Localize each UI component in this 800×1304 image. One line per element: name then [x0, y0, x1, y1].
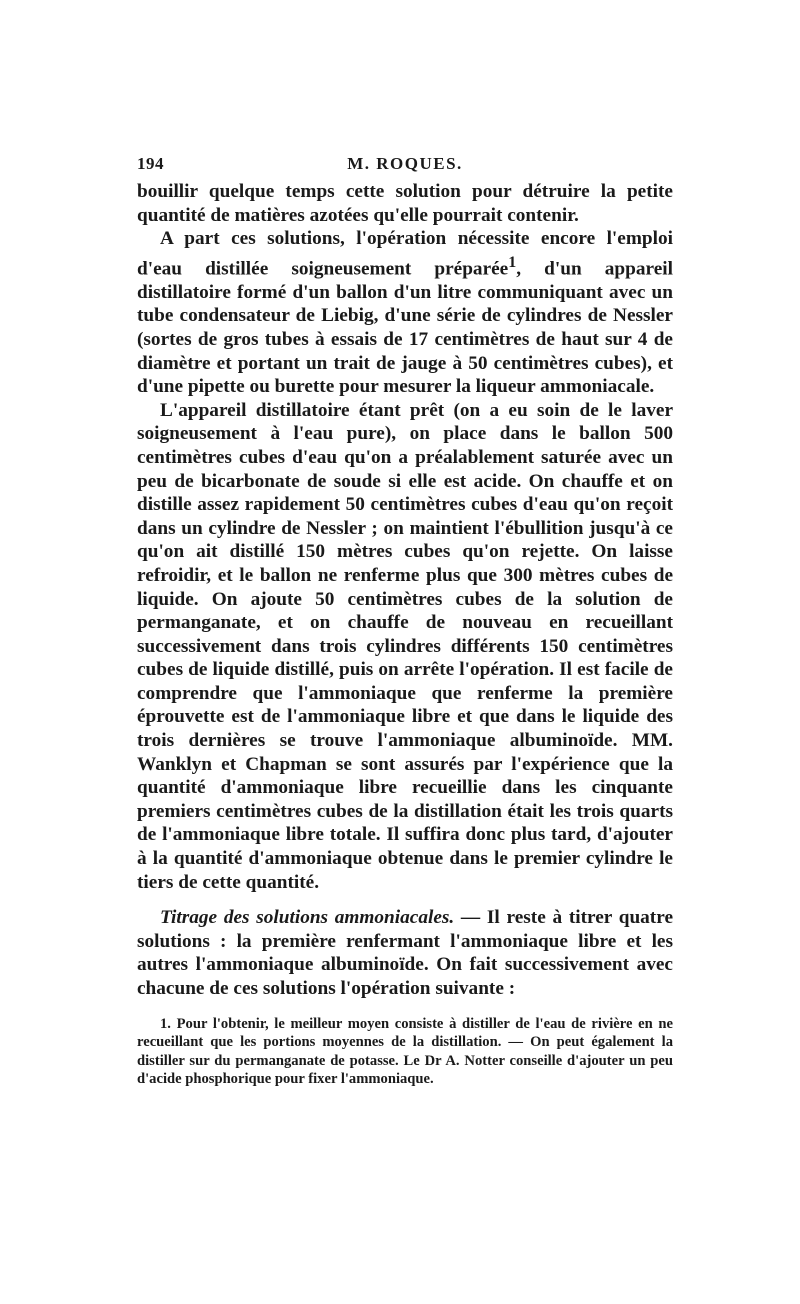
footnote-separator	[137, 1001, 673, 1015]
paragraph-titration	[137, 906, 673, 1000]
footnote-reference: 1	[508, 253, 517, 271]
page-number: 194	[137, 154, 164, 173]
footnote	[137, 1015, 673, 1089]
paragraph-distillation: L'appareil distillatoire étant prêt (on a eu soin de le laver soigneusement à l'eau pure), on place dans le ballon 500 centimètres cubes d'eau qu'on a préalablement saturée avec un peu de bicarbonate de soude si elle est acide. On chauffe et on distille assez rapidement 50 centimètres cubes d'eau qu'on reçoit dans un cylindre de Nessler ; on maintient l'ébullition jusqu'à ce qu'on ait distillé 150 mètres cubes qu'on rejette. On laisse refroidir, et le ballon ne renferme plus que 300 mètres cubes de liquide. On ajoute 50 centimètres cubes de la solution de permanganate, et on chauffe de nouveau en recueillant successivement dans trois cylindres différents 150 centimètres cubes de liquide distillé, puis on arrête l'opération. Il est facile de comprendre que l'ammoniaque que renferme la première éprouvette est de l'ammoniaque libre et que dans le liquide des trois dernières se trouve l'ammoniaque albuminoïde. MM. Wanklyn et Chapman se sont assurés par l'expérience que la quantité d'ammoniaque libre recueillie dans les cinquante premiers centimètres cubes de la distillation était les trois quarts de l'ammoniaque libre totale. Il suffira donc plus tard, d'ajouter à la quantité d'ammoniaque obtenue dans le premier cylindre le tiers de cette quantité.	[137, 399, 673, 893]
footnote-number: 1.	[160, 1015, 171, 1032]
footnote-text: Pour l'obtenir, le meilleur moyen consiste à distiller de l'eau de rivière en ne recueillant que les portions moyennes de la distillation. — On peut également la distiller sur du permanganate de potasse. Le Dr A. Notter conseille d'ajouter un peu d'acide phosphorique pour fixer l'ammoniaque.	[137, 1015, 673, 1088]
body-text	[137, 180, 673, 1001]
paragraph-continuation: bouillir quelque temps cette solution pour détruire la petite quantité de matières azotées qu'elle pourrait contenir.	[137, 181, 673, 226]
paragraph-apparatus-start: A part ces solutions, l'opération nécessite encore l'emploi d'eau distillée soigneusement préparée	[137, 228, 673, 280]
paragraph-apparatus-rest: , d'un appareil distillatoire formé d'un ballon d'un litre communiquant avec un tube condensateur de Liebig, d'une série de cylindres de Nessler (sortes de gros tubes à essais de 17 centimètres de haut sur 4 de diamètre et portant un trait de jauge à 50 centimètres cubes), et d'une pipette ou burette pour mesurer la liqueur ammoniacale.	[137, 258, 673, 398]
book-page	[137, 150, 673, 1089]
running-title: M. ROQUES.	[347, 154, 463, 173]
section-text: — Il reste à titrer quatre solutions : la première renfermant l'ammoniaque libre et les autres l'ammoniaque albuminoïde. On fait successivement avec chacune de ces solutions l'opération suivante :	[137, 907, 673, 1000]
running-head	[137, 150, 673, 180]
paragraph-apparatus	[137, 227, 673, 399]
section-title: Titrage des solutions ammoniacales.	[160, 907, 455, 929]
